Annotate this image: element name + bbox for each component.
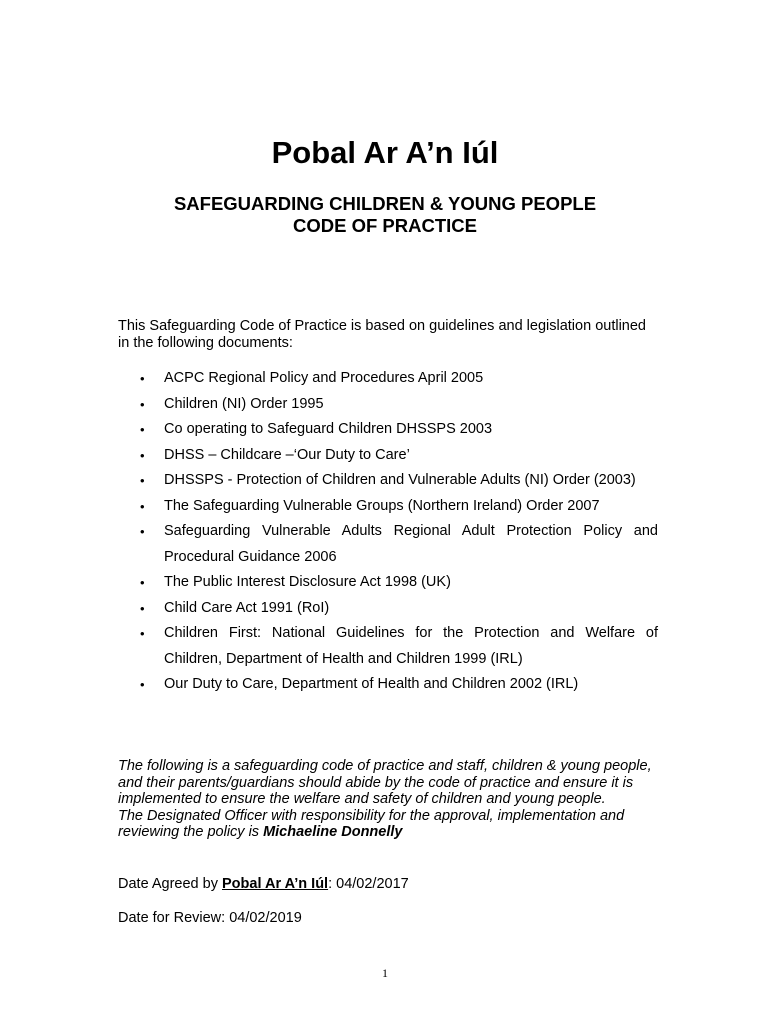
list-item-text: Our Duty to Care, Department of Health and Children 2002 (IRL) <box>164 676 579 692</box>
list-item-text: Child Care Act 1991 (RoI) <box>164 599 330 616</box>
date-agreed-organisation: Pobal Ar A’n Iúl <box>222 876 329 892</box>
bullet-icon: • <box>140 677 145 692</box>
list-item <box>118 366 658 392</box>
bullet-icon: • <box>140 498 145 514</box>
list-item-text: Children First: National Guidelines for the Protection and Welfare of Children, Department of Health and Children 1999 (IRL) <box>164 625 658 667</box>
list-item <box>118 596 658 622</box>
designated-officer-name: Michaeline Donnelly <box>263 824 403 840</box>
list-item <box>118 417 658 443</box>
list-item <box>118 519 658 570</box>
list-item <box>118 672 658 698</box>
designated-officer-paragraph <box>118 808 658 841</box>
list-item-text: DHSSPS - Protection of Children and Vulnerable Adults (NI) Order (2003) <box>164 472 636 488</box>
date-for-review: Date for Review: 04/02/2019 <box>118 910 302 926</box>
list-item <box>118 468 658 494</box>
code-statement <box>118 758 658 841</box>
list-item <box>118 621 658 672</box>
list-item-text: ACPC Regional Policy and Procedures April 2005 <box>164 370 484 386</box>
bullet-icon: • <box>140 600 145 616</box>
intro-paragraph: This Safeguarding Code of Practice is based on guidelines and legislation outlined in the following documents: <box>118 318 646 351</box>
list-item-text: The Safeguarding Vulnerable Groups (Northern Ireland) Order 2007 <box>164 497 600 514</box>
list-item-text: The Public Interest Disclosure Act 1998 (UK) <box>164 574 451 590</box>
bullet-icon: • <box>140 371 145 386</box>
designated-officer-text: The Designated Officer with responsibility for the approval, implementation and reviewing the policy is <box>118 807 625 840</box>
bullet-icon: • <box>140 626 145 641</box>
page-number: 1 <box>382 966 388 980</box>
list-item-text: Safeguarding Vulnerable Adults Regional Adult Protection Policy and Procedural Guidance 2006 <box>164 523 658 565</box>
list-item-text: Co operating to Safeguard Children DHSSPS 2003 <box>164 421 493 437</box>
document-title: Pobal Ar A’n Iúl <box>271 135 499 170</box>
bullet-icon: • <box>140 447 145 463</box>
documents-list <box>118 366 658 698</box>
subtitle-line-2: CODE OF PRACTICE <box>293 215 477 236</box>
list-item-text: DHSS – Childcare –‘Our Duty to Care’ <box>164 446 410 463</box>
document-subtitle <box>0 193 770 237</box>
date-agreed <box>118 876 409 893</box>
bullet-icon: • <box>140 473 145 488</box>
date-agreed-value: : 04/02/2017 <box>328 876 409 892</box>
list-item <box>118 443 658 469</box>
date-agreed-label: Date Agreed by <box>118 876 218 892</box>
bullet-icon: • <box>140 396 145 412</box>
statement-paragraph: The following is a safeguarding code of practice and staff, children & young people, and their parents/guardians should abide by the code of practice and ensure it is implemented to ensure the welfare and safety of children and young people. <box>118 758 652 807</box>
list-item <box>118 570 658 596</box>
subtitle-line-1: SAFEGUARDING CHILDREN & YOUNG PEOPLE <box>173 193 597 214</box>
bullet-icon: • <box>140 422 145 437</box>
list-item-text: Children (NI) Order 1995 <box>164 395 324 412</box>
list-item <box>118 392 658 418</box>
list-item <box>118 494 658 520</box>
bullet-icon: • <box>140 524 145 539</box>
bullet-icon: • <box>140 575 145 590</box>
